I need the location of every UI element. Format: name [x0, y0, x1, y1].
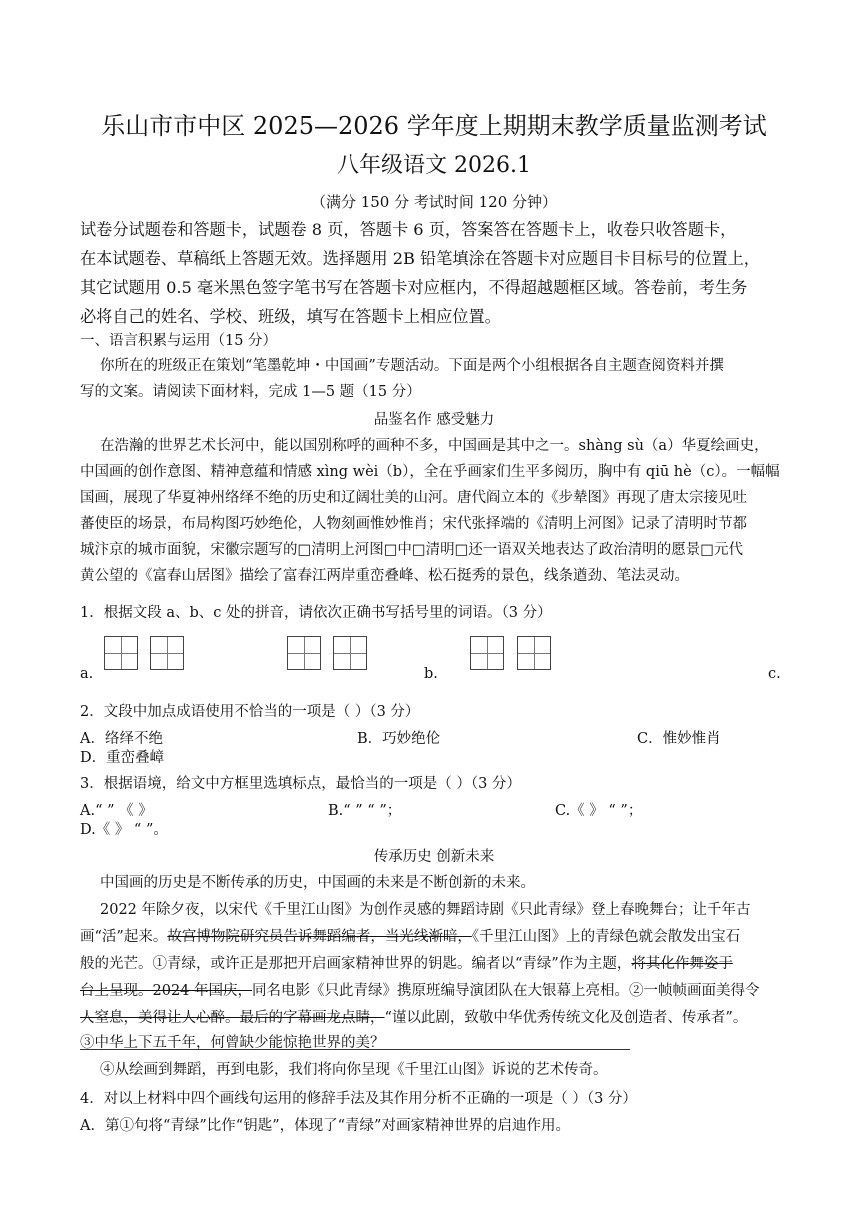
intro-line-2: 写的文案。请阅读下面材料，完成 1—5 题（15 分）	[80, 384, 421, 400]
q4-option-a: A．第①句将“青绿”比作“钥匙”，体现了“青绿”对画家精神世界的启迪作用。	[80, 1118, 570, 1134]
exam-subtitle: 八年级语文 2026.1	[337, 153, 531, 178]
instructions-line-3: 其它试题用 0.5 毫米黑色签字笔书写在答题卡对应框内，不得超越题框区域。答卷前，考生务	[80, 278, 748, 297]
passage1-line-4: 蕃使臣的场景，布局构图巧妙绝伦，人物刻画惟妙惟肖；宋代张择端的《清明上河图》记录了清明时节都	[80, 516, 747, 532]
exam-title: 乐山市市中区 2025—2026 学年度上期期末教学质量监测考试	[101, 112, 767, 140]
passage2-text: 《千里江山图》上的青绿色就会散发出宝石	[471, 929, 741, 945]
label-a: a.	[80, 666, 94, 682]
instructions-line-1: 试卷分试题卷和答题卡，试题卷 8 页，答题卡 6 页，答案答在答题卡上，收卷只收答题卡，	[80, 220, 737, 239]
instructions-line-2: 在本试题卷、草稿纸上答题无效。选择题用 2B 铅笔填涂在答题卡对应题目卡目标号的位置上，	[80, 249, 760, 268]
deleted-text: 将其化作舞姿于	[631, 956, 733, 972]
char-box	[287, 636, 321, 670]
passage2-line-6: ③中华上下五千年，何曾缺少能惊艳世界的美？	[80, 1035, 385, 1051]
passage2-text: 般的光芒。①青绿，或许正是那把开启画家精神世界的钥匙。编者以“青绿”作为主题，	[80, 956, 632, 972]
passage2-line-5	[80, 1006, 747, 1027]
passage1-line-1: 在浩瀚的世界艺术长河中，能以国别称呼的画种不多，中国画是其中之一。shàng sù（a）华夏绘画史，	[100, 438, 769, 454]
q2-option-c: C．惟妙惟肖	[637, 731, 721, 747]
passage2-text: 同名电影《只此青绿》携原班编导演团队在大银幕上亮相。②一帧帧画面美得令	[252, 983, 760, 999]
passage1-line-3: 国画，展现了华夏神州络绎不绝的历史和辽阔壮美的山河。唐代阎立本的《步辇图》再现了唐太宗接见吐	[80, 490, 747, 506]
deleted-text: 台上呈现。2024 年国庆，	[80, 983, 253, 999]
label-b: b.	[424, 666, 438, 682]
deleted-text: 故宫博物院研究员告诉舞蹈编者，当光线渐暗，	[167, 929, 472, 945]
q3-option-a: A.“ ” 《 》	[80, 803, 153, 819]
passage2-text: 画“活”起来。	[80, 929, 168, 945]
group2-title: 传承历史 创新未来	[373, 849, 495, 865]
label-c: c.	[768, 666, 781, 682]
question-2-stem: 2．文段中加点成语使用不恰当的一项是（ ）（3 分）	[80, 704, 420, 720]
passage2-line-1: 2022 年除夕夜，以宋代《千里江山图》为创作灵感的舞蹈诗剧《只此青绿》登上春晚舞台；让千年古	[100, 902, 751, 918]
passage1-line-6: 黄公望的《富春山居图》描绘了富春江两岸重峦叠峰、松石挺秀的景色，线条遒劲、笔法灵动。	[80, 568, 689, 584]
passage2-line-4	[80, 979, 760, 1000]
question-3-stem: 3．根据语境，给文中方框里选填标点，最恰当的一项是（ ）（3 分）	[80, 776, 521, 792]
passage2-line-2	[80, 925, 740, 946]
q2-option-a: A．络绎不绝	[80, 731, 163, 747]
char-box	[517, 636, 551, 670]
intro-line-1: 你所在的班级正在策划“笔墨乾坤・中国画”专题活动。下面是两个小组根据各自主题查阅资料并撰	[100, 358, 724, 374]
passage1-line-2: 中国画的创作意图、精神意蕴和情感 xìng wèi（b），全在乎画家们生平多阅历，胸中有 qiū hè（c）。一幅幅	[80, 464, 780, 480]
section-heading: 一、语言积累与运用（15 分）	[80, 333, 278, 349]
passage1-line-5: 城汴京的城市面貌，宋徽宗题写的□清明上河图□中□清明□还一语双关地表达了政治清明的愿景□元代	[80, 542, 743, 558]
passage2-intro: 中国画的历史是不断传承的历史，中国画的未来是不断创新的未来。	[100, 875, 535, 891]
passage2-line-7: ④从绘画到舞蹈，再到电影，我们将向你呈现《千里江山图》诉说的艺术传奇。	[100, 1062, 608, 1078]
char-box	[470, 636, 504, 670]
passage2-line-3	[80, 952, 733, 973]
q2-option-b: B．巧妙绝伦	[357, 731, 441, 747]
deleted-text: 人窒息，美得让人心醉。最后的字幕画龙点睛，	[80, 1010, 385, 1026]
question-1-stem: 1．根据文段 a、b、c 处的拼音，请依次正确书写括号里的词语。（3 分）	[80, 605, 552, 621]
q3-option-c: C.《 》 “ ”；	[555, 803, 643, 819]
char-box	[333, 636, 367, 670]
question-4-stem: 4．对以上材料中四个画线句运用的修辞手法及其作用分析不正确的一项是（ ）（3 分）	[80, 1091, 637, 1107]
char-box	[150, 636, 184, 670]
group1-title: 品鉴名作 感受魅力	[373, 412, 495, 428]
underline	[80, 1049, 630, 1050]
passage2-text: “谨以此剧，致敬中华优秀传统文化及创造者、传承者”。	[384, 1010, 748, 1026]
q2-option-d: D．重峦叠嶂	[80, 750, 165, 766]
q3-option-d: D.《 》 “ ”。	[80, 822, 168, 838]
exam-meta: （满分 150 分 考试时间 120 分钟）	[310, 193, 558, 211]
instructions-line-4: 必将自己的姓名、学校、班级，填写在答题卡上相应位置。	[80, 307, 501, 326]
q3-option-b: B.“ ” “ ”；	[328, 803, 402, 819]
char-box	[104, 636, 138, 670]
